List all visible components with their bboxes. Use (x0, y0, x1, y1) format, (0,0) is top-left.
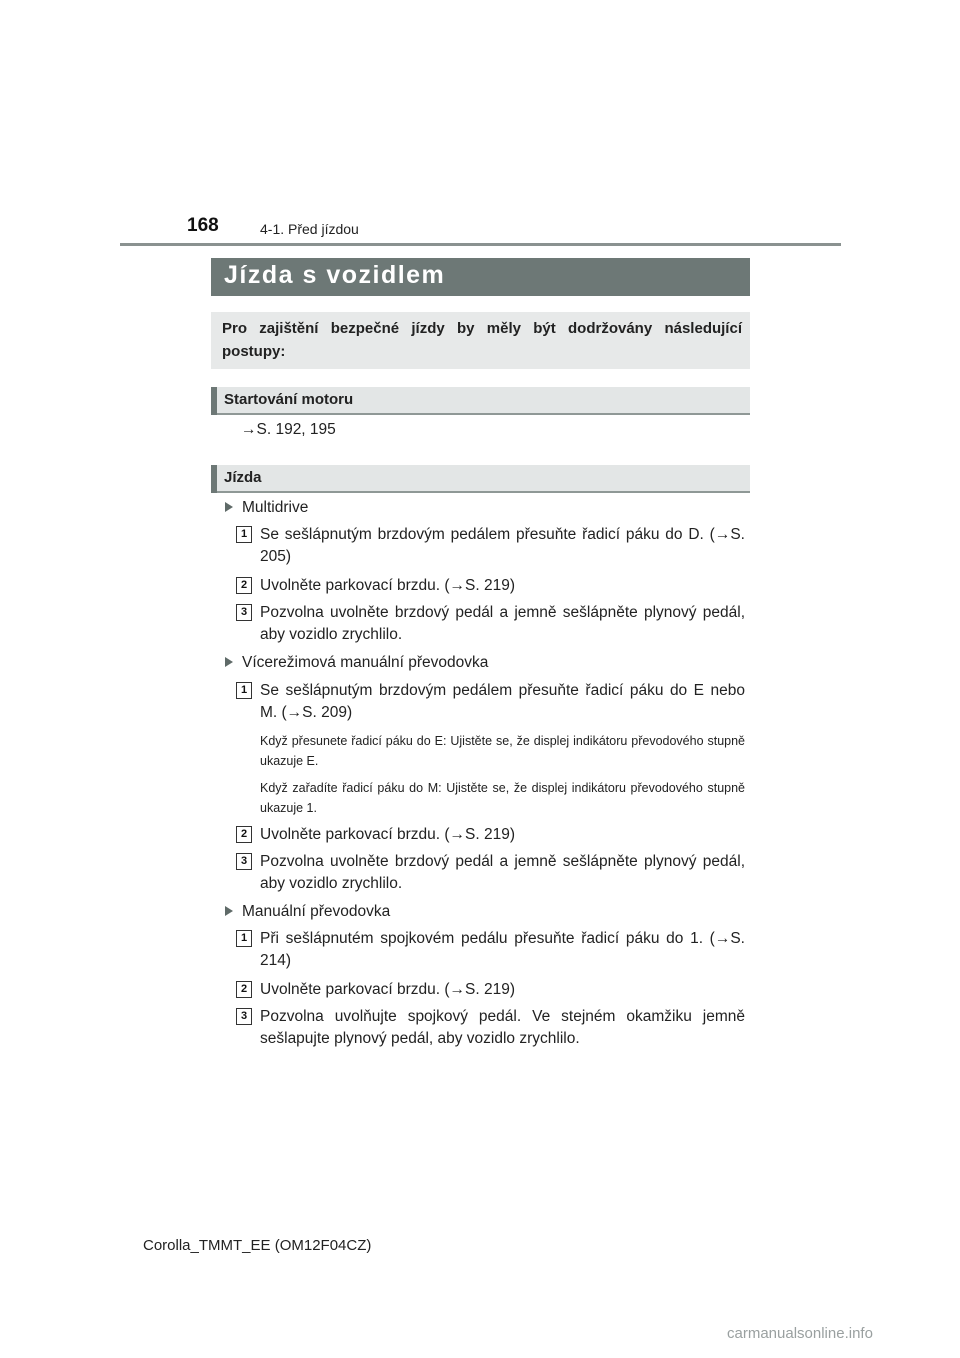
group-label: Multidrive (242, 499, 309, 516)
subheading-starting (211, 387, 750, 415)
step-text: Se sešlápnutým brzdovým pedálem přesuňte řadicí páku do D. (→S. 205) (260, 526, 745, 565)
step-text: Pozvolna uvolňujte spojkový pedál. Ve stejném okamžiku jemně sešlapujte plynový pedál, aby vozidlo zrychlilo. (260, 1008, 745, 1047)
group-multidrive (225, 499, 308, 517)
note-text: Když přesunete řadicí páku do E: Ujistěte se, že displej indikátoru převodového stupně ukazuje E. (260, 734, 745, 768)
group-label: Manuální převodovka (242, 903, 391, 920)
footer-document-id: Corolla_TMMT_EE (OM12F04CZ) (143, 1237, 372, 1254)
step-number: 1 (236, 526, 252, 543)
group-multimode-manual (225, 654, 488, 672)
starting-reference-link[interactable]: →S. 192, 195 (241, 421, 336, 438)
step-text: Se sešlápnutým brzdovým pedálem přesuňte řadicí páku do E nebo M. (→S. 209) (260, 682, 745, 721)
step-text: Uvolněte parkovací brzdu. (→S. 219) (260, 981, 516, 998)
step-number: 1 (236, 930, 252, 947)
header-rule (120, 243, 841, 246)
step-number: 3 (236, 1008, 252, 1025)
intro-box (211, 312, 750, 369)
group-label: Vícerežimová manuální převodovka (242, 654, 489, 671)
step-text: Uvolněte parkovací brzdu. (→S. 219) (260, 826, 516, 843)
step-number: 3 (236, 604, 252, 621)
subheading-driving (211, 465, 750, 493)
page-title: Jízda s vozidlem (224, 261, 446, 289)
step-text: Pozvolna uvolněte brzdový pedál a jemně sešlápněte plynový pedál, aby vozidlo zrychlilo. (260, 604, 745, 643)
intro-text: Pro zajištění bezpečné jízdy by měly být dodržovány následující postupy: (222, 320, 742, 360)
step-text: Pozvolna uvolněte brzdový pedál a jemně sešlápněte plynový pedál, aby vozidlo zrychlilo. (260, 853, 745, 892)
step-number: 1 (236, 682, 252, 699)
note-text: Když zařadíte řadicí páku do M: Ujistěte se, že displej indikátoru převodového stupně ukazuje 1. (260, 781, 745, 815)
title-bar (211, 258, 750, 296)
triangle-bullet-icon (225, 502, 233, 512)
step-text: Při sešlápnutém spojkovém pedálu přesuňte řadicí páku do 1. (→S. 214) (260, 930, 745, 969)
step-number: 2 (236, 826, 252, 843)
group-manual (225, 903, 390, 921)
page-number: 168 (187, 215, 219, 236)
step-number: 2 (236, 577, 252, 594)
triangle-bullet-icon (225, 906, 233, 916)
subheading-driving-text: Jízda (224, 469, 262, 486)
triangle-bullet-icon (225, 657, 233, 667)
step-text: Uvolněte parkovací brzdu. (→S. 219) (260, 577, 516, 594)
subheading-starting-text: Startování motoru (224, 391, 354, 408)
step-number: 3 (236, 853, 252, 870)
section-header: 4-1. Před jízdou (260, 221, 359, 237)
watermark: carmanualsonline.info (727, 1325, 873, 1342)
step-number: 2 (236, 981, 252, 998)
